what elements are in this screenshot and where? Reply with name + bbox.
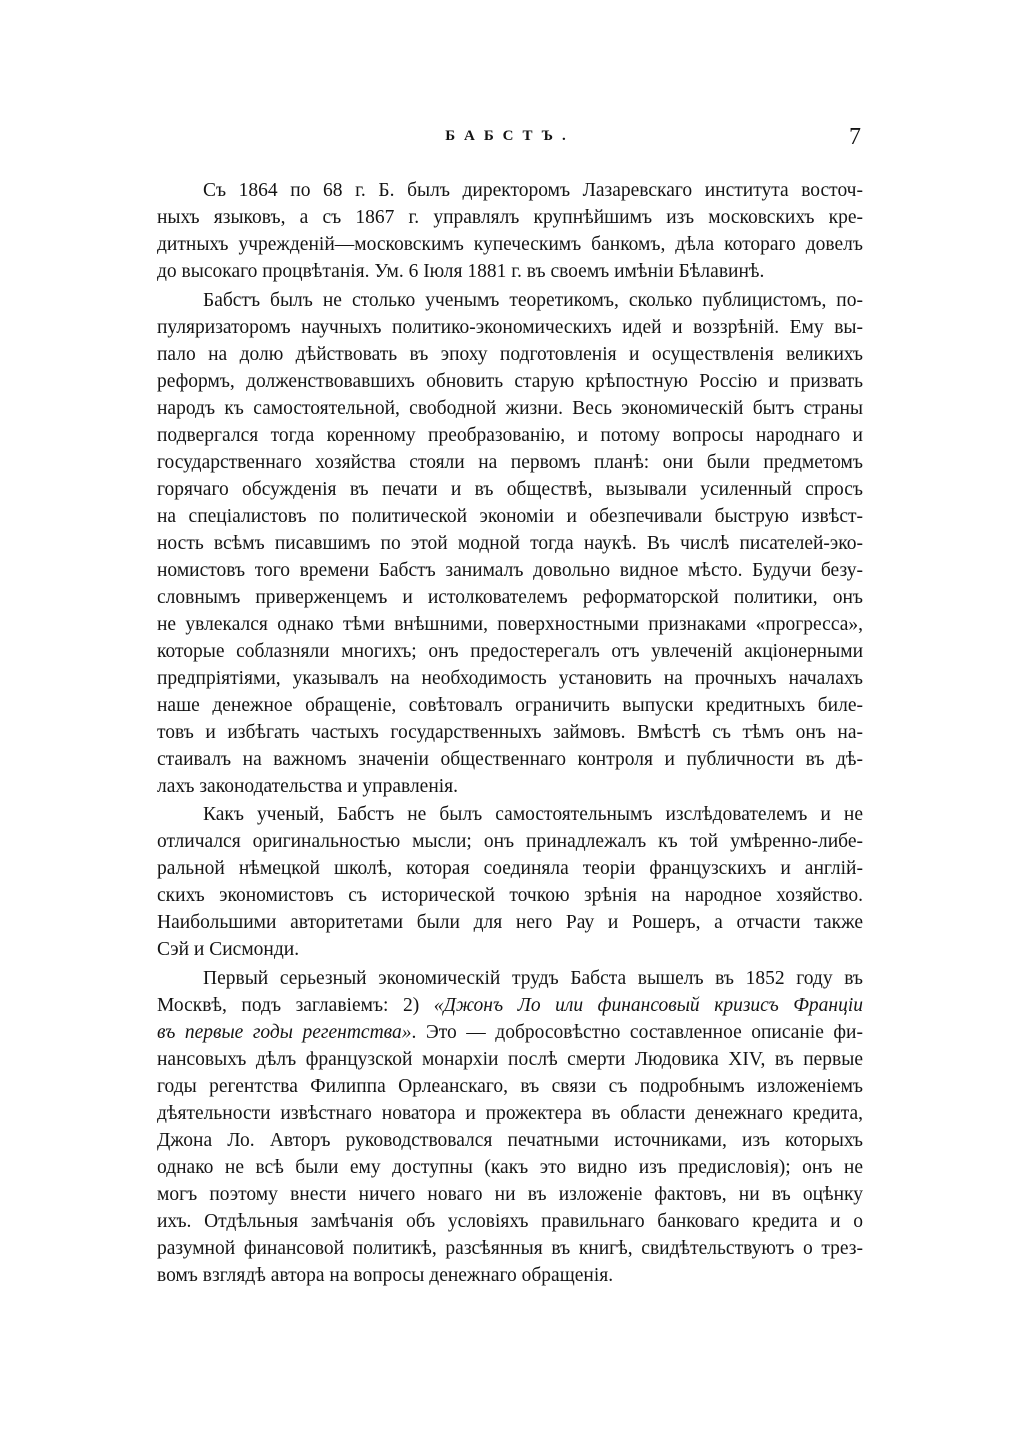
book-title-italic: «Джонъ Ло или финансовый кризисъ Франціи xyxy=(433,994,863,1016)
text-line: годы регентства Филиппа Орлеанскаго, въ связи съ подробнымъ изложеніемъ xyxy=(157,1075,863,1097)
text-line: разумной финансовой политикѣ, разсѣянныя въ книгѣ, свидѣтельствуютъ о трез- xyxy=(157,1237,863,1259)
text-line: ность всѣмъ писавшимъ по этой модной тогда наукѣ. Въ числѣ писателей-эко- xyxy=(157,532,863,554)
page-header xyxy=(157,124,863,158)
running-title: БАБСТЪ. xyxy=(445,128,575,144)
text-line: государственнаго хозяйства стояли на первомъ планѣ: они были предметомъ xyxy=(157,451,863,473)
text-line: которые соблазняли многихъ; онъ предостерегалъ отъ увлеченій акціонерными xyxy=(157,640,863,662)
text-line: Сэй и Сисмонди. xyxy=(157,939,300,960)
text-line: горячаго обсужденія въ печати и въ обществѣ, вызывали усиленный спросъ xyxy=(157,478,863,500)
body-text xyxy=(157,177,863,1290)
paragraph xyxy=(157,801,863,963)
text-line: Какъ ученый, Бабстъ не былъ самостоятельнымъ изслѣдователемъ и не xyxy=(203,804,863,825)
text-line: дѣятельности извѣстнаго новатора и прожектера въ области денежнаго кредита, xyxy=(157,1102,863,1124)
text-line: ральной нѣмецкой школѣ, которая соединяла теоріи французскихъ и англій- xyxy=(157,858,863,879)
paragraph xyxy=(157,287,863,800)
paragraph xyxy=(157,177,863,285)
text-line: словнымъ приверженцемъ и истолкователемъ реформаторской политики, онъ xyxy=(157,586,863,608)
text-line: стаивалъ на важномъ значеніи общественнаго контроля и публичности въ дѣ- xyxy=(157,748,863,770)
text-line: вомъ взглядѣ автора на вопросы денежнаго обращенія. xyxy=(157,1264,614,1286)
text-line: ихъ. Отдѣльныя замѣчанія объ условіяхъ правильнаго банковаго кредита и о xyxy=(157,1210,863,1232)
text-line: реформъ, долженствовавшихъ обновить старую крѣпостную Россію и призвать xyxy=(157,370,863,392)
text-line: нансовыхъ дѣлъ французской монархіи послѣ смерти Людовика XIV, въ первые xyxy=(157,1048,863,1070)
text-line: пало на долю дѣйствовать въ эпоху подготовленія и осуществленія великихъ xyxy=(157,343,863,365)
text-line: не увлекался однако тѣми внѣшними, поверхностными признаками «прогресса», xyxy=(157,613,863,635)
text-line xyxy=(157,992,863,1019)
text-line: Съ 1864 по 68 г. Б. былъ директоромъ Лазаревскаго института восточ- xyxy=(203,180,863,201)
text-line: пуляризаторомъ научныхъ политико-экономическихъ идей и воззрѣній. Ему вы- xyxy=(157,316,863,338)
text-line: отличался оригинальностью мысли; онъ принадлежалъ къ той умѣренно-либе- xyxy=(157,831,863,852)
paragraph xyxy=(157,965,863,1289)
text-line: на спеціалистовъ по политической экономіи и обезпечивали быструю извѣст- xyxy=(157,505,863,527)
text-line xyxy=(157,1019,863,1046)
text-line: дитныхъ учрежденій—московскимъ купеческимъ банкомъ, дѣла котораго довелъ xyxy=(157,234,863,255)
text-line: Наибольшими авторитетами были для него Рау и Рошеръ, а отчасти также xyxy=(157,912,863,933)
text-line: предпріятіями, указывалъ на необходимость установить на прочныхъ началахъ xyxy=(157,667,863,689)
text-line: ныхъ языковъ, а съ 1867 г. управлялъ крупнѣйшимъ изъ московскихъ кре- xyxy=(157,207,863,228)
text-line: Первый серьезный экономическій трудъ Бабста вышелъ въ 1852 году въ xyxy=(203,967,863,989)
text-segment: . Это — добросовѣстно составленное описаніе фи- xyxy=(411,1021,863,1043)
text-line: номистовъ того времени Бабстъ занималъ довольно видное мѣсто. Будучи безу- xyxy=(157,559,863,581)
text-line: подвергался тогда коренному преобразованію, и потому вопросы народнаго и xyxy=(157,424,863,446)
book-title-italic: въ первые годы регентства» xyxy=(157,1021,412,1043)
text-line: наше денежное обращеніе, совѣтовалъ ограничить выпуски кредитныхъ биле- xyxy=(157,694,863,716)
text-line: Джона Ло. Авторъ руководствовался печатными источниками, изъ которыхъ xyxy=(157,1129,863,1151)
text-line: однако не всѣ были ему доступны (какъ это видно изъ предисловія); онъ не xyxy=(157,1156,863,1178)
text-line: народъ къ самостоятельной, свободной жизни. Весь экономическій бытъ страны xyxy=(157,397,863,419)
text-line: Бабстъ былъ не столько ученымъ теоретикомъ, сколько публицистомъ, по- xyxy=(203,289,863,311)
text-line: до высокаго процвѣтанія. Ум. 6 Іюля 1881 г. въ своемъ имѣніи Бѣлавинѣ. xyxy=(157,261,765,282)
text-segment: Москвѣ, подъ заглавіемъ: 2) xyxy=(157,994,434,1016)
text-line: товъ и избѣгать частыхъ государственныхъ займовъ. Вмѣстѣ съ тѣмъ онъ на- xyxy=(157,721,863,743)
text-line: могъ поэтому внести ничего новаго ни въ изложеніе фактовъ, ни въ оцѣнку xyxy=(157,1183,863,1205)
text-line: скихъ экономистовъ съ исторической точкою зрѣнія на народное хозяйство. xyxy=(157,885,863,906)
text-line: лахъ законодательства и управленія. xyxy=(157,775,459,797)
page-number: 7 xyxy=(849,124,861,150)
